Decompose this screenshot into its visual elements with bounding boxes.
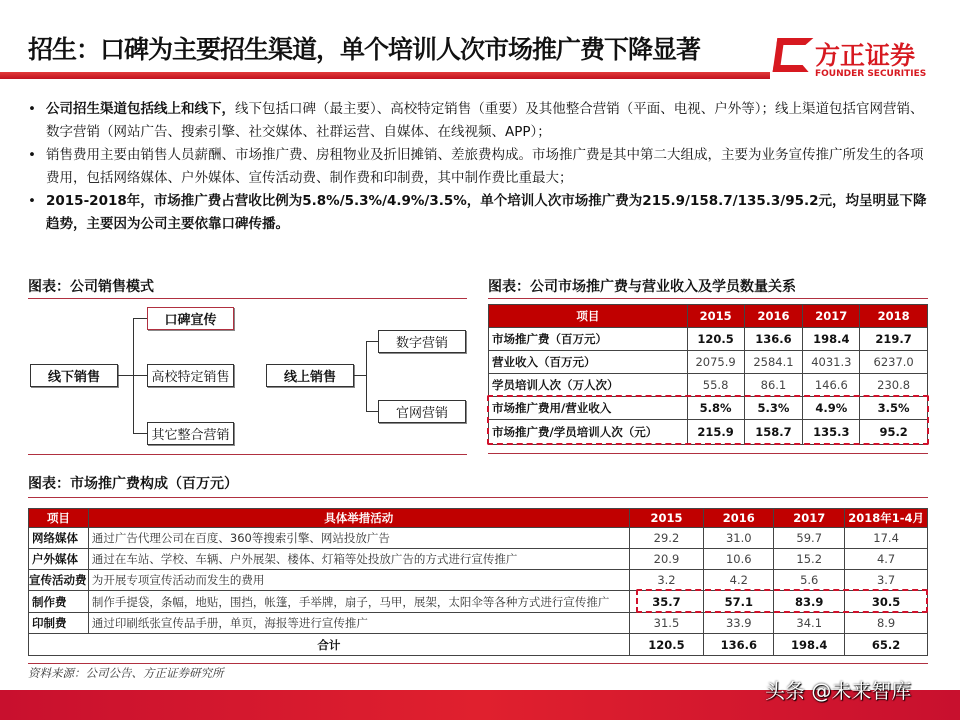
- cell: 31.0: [704, 528, 774, 549]
- table-row: [29, 570, 928, 591]
- cell: 17.4: [845, 528, 928, 549]
- cell: 55.8: [687, 374, 744, 397]
- online-sales-node: 线上销售: [266, 364, 354, 387]
- highlight-dashed-box: [636, 589, 928, 613]
- divider: [28, 454, 467, 455]
- cell: 5.8%: [687, 397, 744, 420]
- cell: 20.9: [629, 549, 704, 570]
- row-label: 网络媒体: [29, 528, 89, 549]
- cell: 3.7: [845, 570, 928, 591]
- column-header: 具体举措活动: [88, 509, 629, 528]
- source-note: 资料来源：公司公告、方正证券研究所: [28, 666, 224, 680]
- row-label: 学员培训人次（万人次）: [489, 374, 688, 397]
- cell: 4.2: [704, 570, 774, 591]
- table-header-row: [489, 305, 928, 328]
- word-of-mouth-node: 口碑宣传: [147, 307, 234, 330]
- website-marketing-node: 官网营销: [378, 400, 466, 423]
- digital-marketing-node: 数字营销: [378, 330, 466, 353]
- bullet-item: [28, 98, 933, 144]
- row-label: 制作费: [29, 591, 89, 613]
- column-header: 2016: [744, 305, 803, 328]
- column-header: 2018年1-4月: [845, 509, 928, 528]
- watermark: 头条 @未来智库: [765, 679, 912, 703]
- row-label: 市场推广费（百万元）: [489, 328, 688, 351]
- cell: 215.9: [687, 420, 744, 445]
- table-row: [29, 613, 928, 634]
- cell: 4.9%: [803, 397, 860, 420]
- bullet-item: [28, 144, 933, 190]
- bullet-bold: 2015-2018年，市场推广费占营收比例为5.8%/5.3%/4.9%/3.5%，单个培训人次市场推广费为215.9/158.7/135.3/95.2元，均呈明显下降趋势，主要因为公司主要依靠口碑传播。: [46, 193, 927, 232]
- bullet-text: 销售费用主要由销售人员薪酬、市场推广费、房租物业及折旧摊销、差旅费构成。市场推广费是其中第二大组成，主要为业务宣传推广所发生的各项费用，包括网络媒体、户外媒体、宣传活动费、制作费和印制费，其中制作费比重最大；: [46, 147, 924, 186]
- cell: 136.6: [704, 634, 774, 656]
- cell: 8.9: [845, 613, 928, 634]
- cell: 65.2: [845, 634, 928, 656]
- column-header: 项目: [489, 305, 688, 328]
- cell: 120.5: [687, 328, 744, 351]
- connector: [133, 318, 134, 434]
- bullet-item: [28, 190, 933, 236]
- table-row: [489, 374, 928, 397]
- cell: 158.7: [744, 420, 803, 445]
- cell: 146.6: [803, 374, 860, 397]
- cell: 120.5: [629, 634, 704, 656]
- connector: [366, 341, 378, 342]
- column-header: 2015: [687, 305, 744, 328]
- connector: [366, 411, 378, 412]
- cell: 230.8: [860, 374, 928, 397]
- row-label: 市场推广费/学员培训人次（元）: [489, 420, 688, 445]
- cell: 95.2: [860, 420, 928, 445]
- cell: 59.7: [774, 528, 845, 549]
- total-label: 合计: [29, 634, 630, 656]
- cell: 30.5: [845, 591, 928, 613]
- cell: 198.4: [803, 328, 860, 351]
- row-label: 市场推广费用/营业收入: [489, 397, 688, 420]
- table1-title: 图表：公司市场推广费与营业收入及学员数量关系: [488, 279, 796, 295]
- column-header: 2015: [629, 509, 704, 528]
- row-label: 户外媒体: [29, 549, 89, 570]
- cell: 2075.9: [687, 351, 744, 374]
- column-header: 2018: [860, 305, 928, 328]
- cell: 31.5: [629, 613, 704, 634]
- highlight-dashed-box: [487, 395, 929, 445]
- row-description: 通过在车站、学校、车辆、户外展架、楼体、灯箱等处投放广告的方式进行宣传推广: [88, 549, 629, 570]
- connector: [366, 341, 367, 412]
- cell: 33.9: [704, 613, 774, 634]
- cell: 3.2: [629, 570, 704, 591]
- cell: 6237.0: [860, 351, 928, 374]
- divider: [488, 298, 928, 299]
- cell: 5.6: [774, 570, 845, 591]
- bullet-text: 线下包括口碑（最主要）、高校特定销售（重要）及其他整合营销（平面、电视、户外等）；线上渠道包括官网营销、数字营销（网站广告、搜索引擎、社交媒体、社群运营、自媒体、在线视频、APP）；: [46, 101, 924, 140]
- logo-text-cn: 方正证券: [815, 41, 916, 70]
- logo-mark-icon: [773, 38, 814, 72]
- divider: [28, 298, 467, 299]
- column-header: 2017: [803, 305, 860, 328]
- page-title: 招生：口碑为主要招生渠道，单个培训人次市场推广费下降显著: [28, 35, 701, 64]
- cell: 136.6: [744, 328, 803, 351]
- cell: 2584.1: [744, 351, 803, 374]
- table-row: [29, 528, 928, 549]
- row-description: 通过印刷纸张宣传品手册，单页，海报等进行宣传推广: [88, 613, 629, 634]
- cell: 15.2: [774, 549, 845, 570]
- row-label: 营业收入（百万元）: [489, 351, 688, 374]
- summary-bullets: [28, 98, 933, 236]
- cell: 57.1: [704, 591, 774, 613]
- connector: [133, 433, 147, 434]
- row-label: 宣传活动费: [29, 570, 89, 591]
- cell: 86.1: [744, 374, 803, 397]
- divider: [28, 663, 928, 664]
- connector: [118, 375, 133, 376]
- marketing-breakdown-table: [28, 508, 928, 656]
- cell: 4.7: [845, 549, 928, 570]
- row-description: 通过广告代理公司在百度、360等搜索引擎、网站投放广告: [88, 528, 629, 549]
- row-description: 制作手提袋，条幅，地贴，围挡，帐篷，手举牌，扇子，马甲，展架，太阳伞等各种方式进行宣传推广: [88, 591, 629, 613]
- table-header-row: [29, 509, 928, 528]
- column-header: 2017: [774, 509, 845, 528]
- connector: [354, 375, 366, 376]
- cell: 10.6: [704, 549, 774, 570]
- table-row: [29, 549, 928, 570]
- cell: 34.1: [774, 613, 845, 634]
- bullet-bold: 公司招生渠道包括线上和线下，: [46, 101, 235, 117]
- table-row: [489, 351, 928, 374]
- column-header: 项目: [29, 509, 89, 528]
- cell: 4031.3: [803, 351, 860, 374]
- cell: 135.3: [803, 420, 860, 445]
- offline-sales-node: 线下销售: [30, 364, 118, 387]
- table2-title: 图表：市场推广费构成（百万元）: [28, 476, 238, 492]
- founder-securities-logo: [775, 36, 935, 86]
- divider: [488, 453, 928, 454]
- connector: [133, 375, 147, 376]
- cell: 35.7: [629, 591, 704, 613]
- university-sales-node: 高校特定销售: [147, 364, 234, 387]
- connector: [133, 318, 147, 319]
- cell: 29.2: [629, 528, 704, 549]
- table-row: [489, 328, 928, 351]
- diagram-title: 图表：公司销售模式: [28, 279, 154, 295]
- cell: 83.9: [774, 591, 845, 613]
- cell: 198.4: [774, 634, 845, 656]
- cell: 219.7: [860, 328, 928, 351]
- cell: 5.3%: [744, 397, 803, 420]
- other-marketing-node: 其它整合营销: [147, 422, 234, 445]
- title-underline-bar: [0, 72, 770, 79]
- table-total-row: [29, 634, 928, 656]
- column-header: 2016: [704, 509, 774, 528]
- logo-text-en: FOUNDER SECURITIES: [815, 69, 927, 79]
- row-description: 为开展专项宣传活动而发生的费用: [88, 570, 629, 591]
- row-label: 印制费: [29, 613, 89, 634]
- divider: [28, 497, 928, 498]
- cell: 3.5%: [860, 397, 928, 420]
